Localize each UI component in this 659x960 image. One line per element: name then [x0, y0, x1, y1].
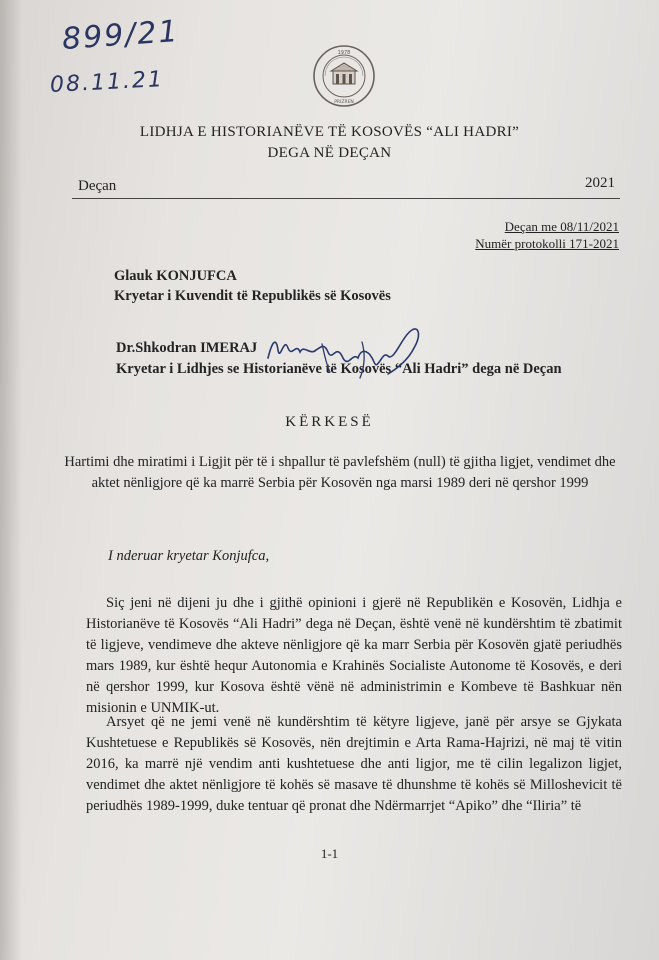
organization-name: LIDHJA E HISTORIANËVE TË KOSOVËS “ALI HADRI”	[139, 124, 520, 140]
recipient-name: Glauk KONJUFCA	[114, 268, 237, 284]
document-date: Deçan me 08/11/2021	[504, 219, 619, 234]
document-title: KËRKESË	[285, 414, 374, 430]
signature-icon	[262, 322, 432, 384]
sender-name: Dr.Shkodran IMERAJ	[116, 340, 258, 356]
body-paragraph-2: Arsyet që ne jemi venë në kundërshtim të këtyre ligjeve, janë për arsye se Gjykata Kushtetuese e Republikës së Kosovës, nën drejtimin e Arta Rama-Hajrizi, në maj të vitin 2016, ka marrë një vendim anti kushtetuese dhe anti ligjor, me të cilin legalizon ligjet, vendimet dhe aktet nënligjore të kohës së masave të dhunshme të kohës së Milloshevicit të periudhës 1989-1999, duke tentuar që pronat dhe Ndërmarrjet “Apiko” dhe “Iliria” të	[86, 714, 622, 814]
body-paragraph-1: Siç jeni në dijeni ju dhe i gjithë opinioni i gjerë në Republikën e Kosovën, Lidhja e Historianëve të Kosovës “Ali Hadri” dega në Deçan, është venë në kundërshtim të zbatimit të ligjeve, vendimeve dhe akteve nënligjore që ka marr Serbia për Kosovën gjatë periudhës mars 1989, kur është hequr Autonomia e Krahinës Socialiste Autonome të Kosovës, e deri në qershor 1999, kur Kosova është vënë në administrimin e Kombeve të Bashkuar nën misionin e UNMIK-ut.	[86, 595, 622, 716]
salutation: I nderuar kryetar Konjufca,	[108, 548, 270, 564]
seal-year: 1978	[337, 50, 351, 56]
handwritten-ref-number: 899/21	[60, 13, 181, 58]
protocol-number: Numër protokolli 171-2021	[475, 236, 619, 251]
organization-seal-icon	[312, 44, 376, 108]
header-year: 2021	[585, 175, 615, 191]
handwritten-date: 08.11.21	[49, 67, 165, 98]
header-divider	[72, 198, 620, 199]
organization-branch: DEGA NË DEÇAN	[267, 145, 392, 161]
header-place: Deçan	[78, 178, 117, 194]
page-shadow	[0, 0, 22, 960]
page-number: 1-1	[320, 846, 339, 861]
sender-title: Kryetar i Lidhjes se Historianëve të Kosovës “Ali Hadri” dega në Deçan	[116, 361, 562, 377]
recipient-title: Kryetar i Kuvendit të Republikës së Kosovës	[114, 288, 391, 304]
document-subject: Hartimi dhe miratimi i Ligjit për të i shpallur të pavlefshëm (null) të gjitha ligjet, vendimet dhe aktet nënligjore që ka marrë Serbia për Kosovën nga marsi 1989 deri në qershor 1999	[64, 454, 616, 491]
seal-city: PRIZREN	[334, 100, 354, 105]
